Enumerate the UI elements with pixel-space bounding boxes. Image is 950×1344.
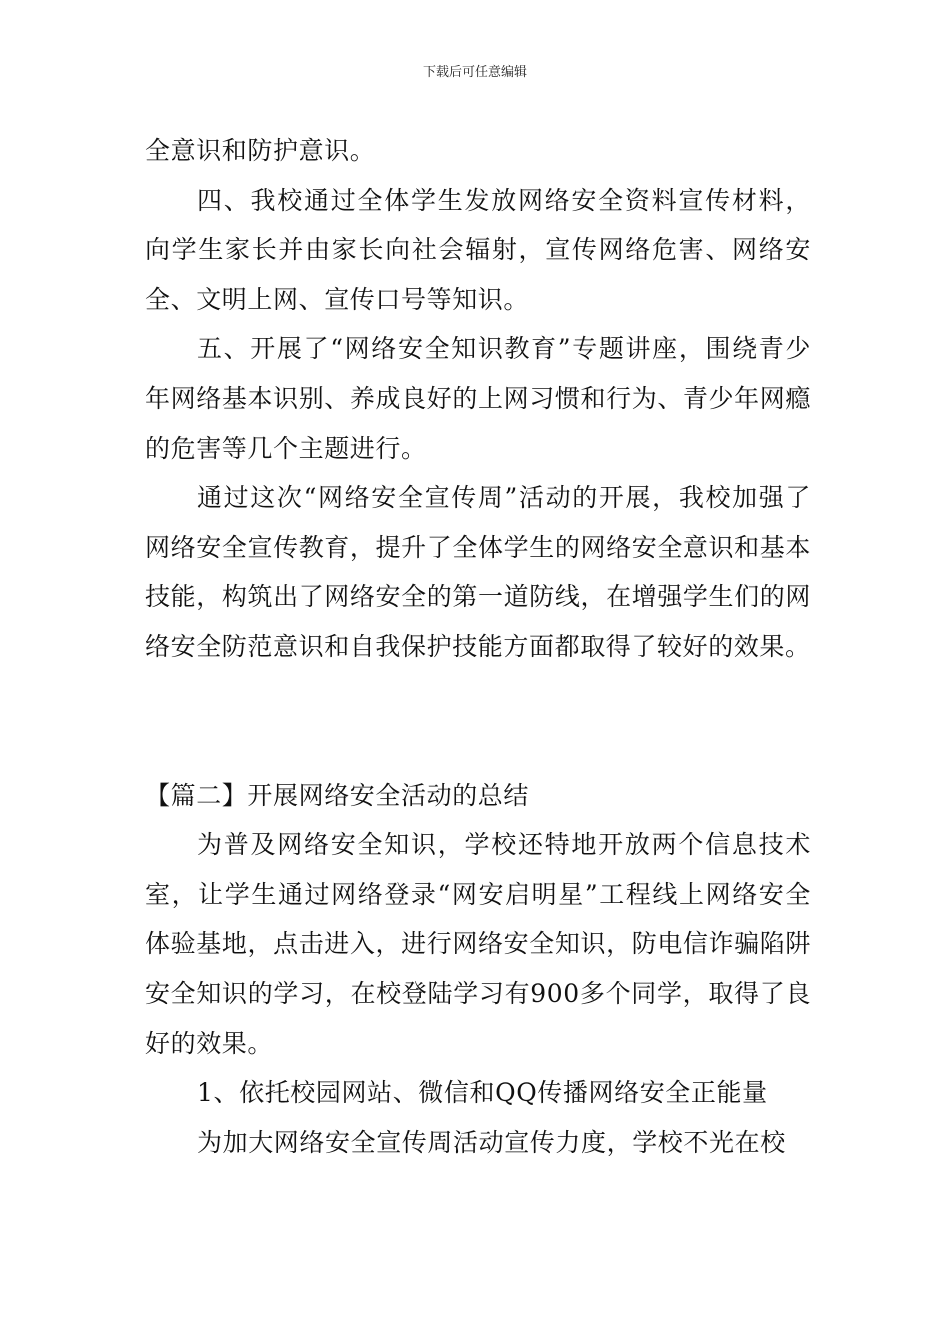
paragraph-item-one-body: 为加大网络安全宣传周活动宣传力度，学校不光在校 <box>197 1127 786 1157</box>
paragraph-intro: 为普及网络安全知识，学校还特地开放两个信息技术室，让学生通过网络登录“网安启明星”工程线上网络安全体验基地，点击进入，进行网络安全知识，防电信诈骗陷阱安全知识的学习，在校登陆学习有900多个同学，取得了良好的效果。 <box>145 830 811 1058</box>
section-heading: 【篇二】开展网络安全活动的总结 <box>145 780 530 810</box>
paragraph-item-five: 五、开展了“网络安全知识教育”专题讲座，围绕青少年网络基本识别、养成良好的上网习惯和行为、青少年网瘾的危害等几个主题进行。 <box>145 334 811 463</box>
subheading-item-one: 1、依托校园网站、微信和QQ传播网络安全正能量 <box>197 1078 768 1108</box>
page-header-note: 下载后可任意编辑 <box>422 65 527 80</box>
document-body <box>145 126 811 1167</box>
section-gap <box>145 672 811 771</box>
paragraph-item-four: 四、我校通过全体学生发放网络安全资料宣传材料，向学生家长并由家长向社会辐射，宣传网络危害、网络安全、文明上网、宣传口号等知识。 <box>145 185 811 314</box>
paragraph-summary: 通过这次“网络安全宣传周”活动的开展，我校加强了网络安全宣传教育，提升了全体学生的网络安全意识和基本技能，构筑出了网络安全的第一道防线，在增强学生们的网络安全防范意识和自我保护技能方面都取得了较好的效果。 <box>145 483 811 661</box>
paragraph-continuation: 全意识和防护意识。 <box>145 136 376 165</box>
